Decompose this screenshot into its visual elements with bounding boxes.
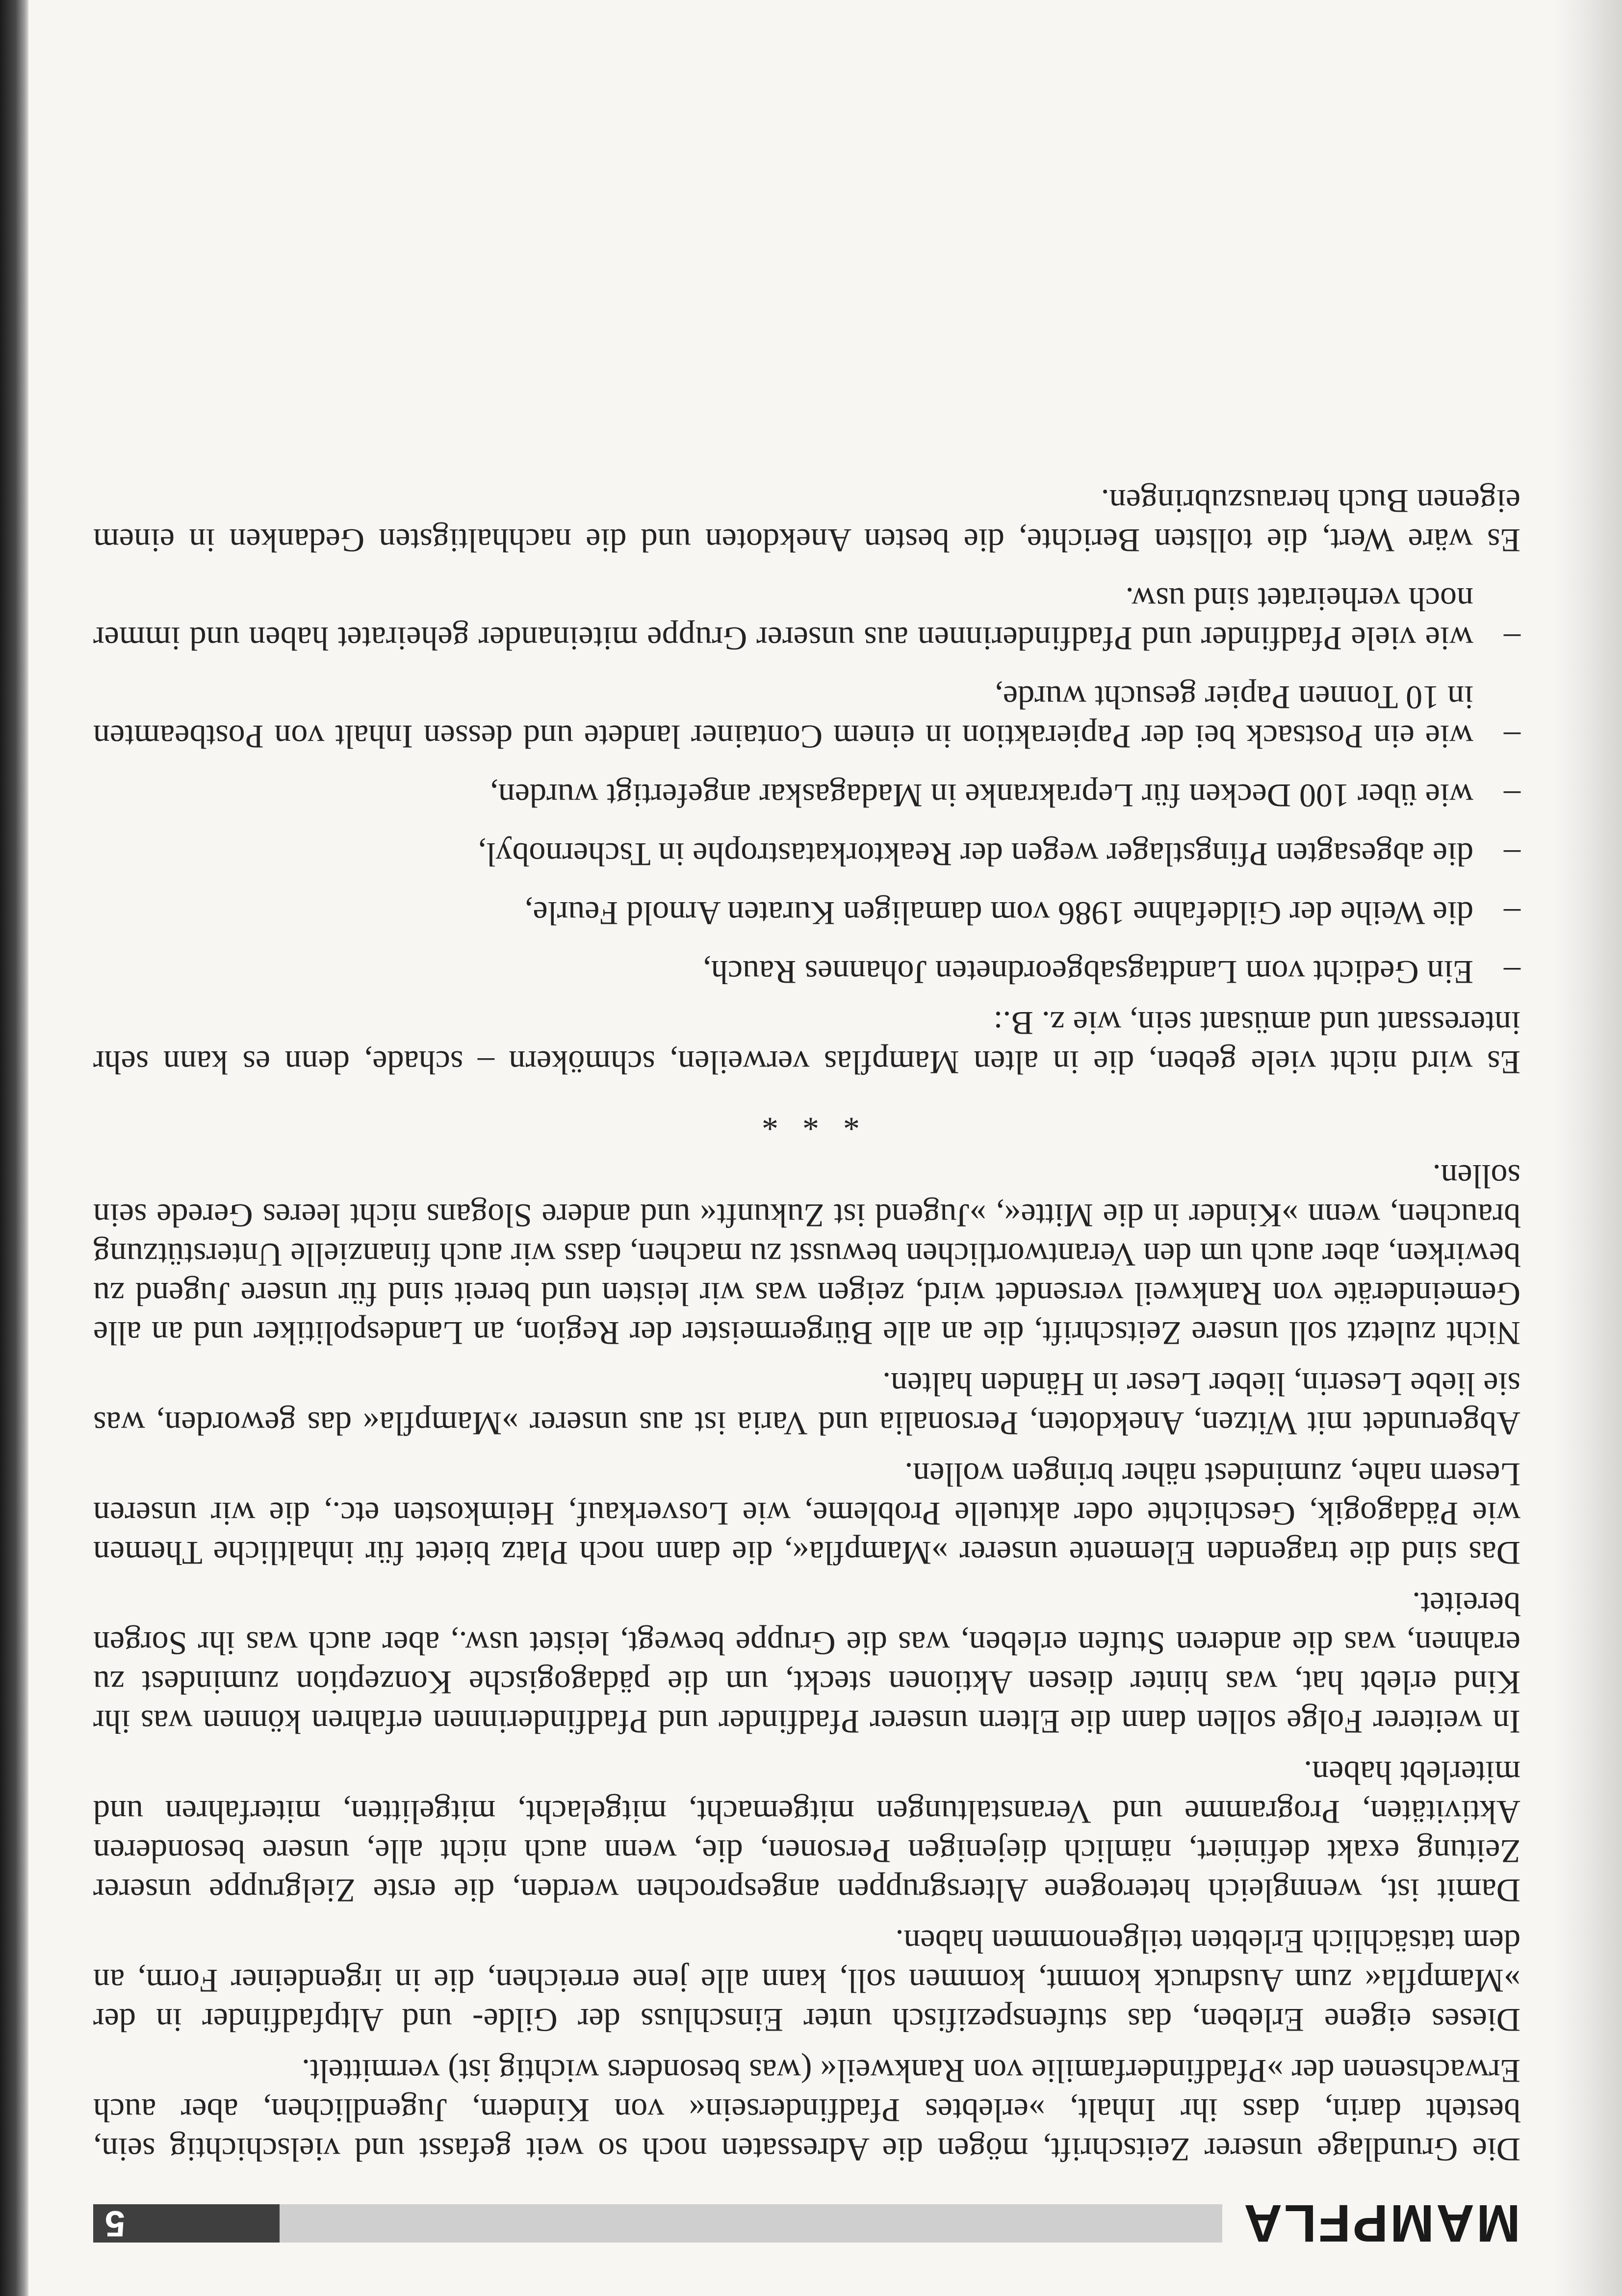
page-header (93, 2194, 1520, 2253)
list-item (93, 678, 1520, 757)
closing-paragraph: Es wäre Wert, die tollsten Berichte, die besten Anekdoten und die nachhaltigsten Gedanken in einem eigenen Buch herauszubringen. (93, 483, 1520, 559)
paragraph: Damit ist, wenngleich heterogene Altersgruppen angesprochen werden, die erste Zielgruppe unserer Zeitung exakt definiert, nämlich diejenigen Personen, die, wenn auch nicht alle, unsere besonderen Aktivitäten, Programme und Veranstaltungen mitgemacht, mitgelacht, mitgelitten, miterfahren und miterlebt haben. (93, 1754, 1520, 1909)
magazine-title: MAMPFLA (1242, 2194, 1520, 2253)
list-dash: – (1504, 718, 1520, 756)
list-item (93, 835, 1520, 874)
list-dash: – (1504, 620, 1520, 657)
examples-intro: Es wird nicht viele geben, die in alten Mampflas verweilen, schmökern – schade, denn es kann sehr interessant und amüsant sein, wie z. B.: (93, 1005, 1520, 1081)
paragraph: Dieses eigene Erleben, das stufenspezifisch unter Einschluss der Gilde- und Altpfadfinder in der »Mampfla« zum Ausdruck kommt, kommen soll, kann alle jene erreichen, die in irgendeiner Form, an dem tatsächlich Erlebten teilgenommen haben. (93, 1923, 1520, 2039)
list-dash: – (1504, 777, 1520, 814)
paragraph: Die Grundlage unserer Zeitschrift, mögen die Adressaten noch so weit gefasst und vielschichtig sein, besteht darin, dass ihr Inhalt, »erlebtes Pfadfindersein« von Kindern, Jugendlichen, aber auch Erwachsenen der »Pfadfinderfamilie von Rankweil« (was besonders wichtig ist) vermittelt. (93, 2053, 1520, 2168)
list-dash: – (1504, 836, 1520, 873)
list-item-text: Ein Gedicht vom Landtagsabgeordneten Johannes Rauch, (702, 954, 1473, 991)
page-edge-shadow (1553, 0, 1622, 2296)
page-number: 5 (93, 2204, 280, 2243)
section-separator: * * * (754, 1101, 860, 1138)
list-item-text: wie ein Postsack bei der Papieraktion in einem Container landete und dessen Inhalt von Postbeamten in 10 Tonnen Papier gesucht wurde, (93, 679, 1473, 756)
book-spine-shadow (0, 0, 28, 2296)
paragraph: Nicht zuletzt soll unsere Zeitschrift, die an alle Bürgermeister der Region, an Landespolitiker und an alle Gemeinderäte von Rankweil versendet wird, zeigen was wir leisten und bereit sind für unsere Jugend zu bewirken, aber auch um den Verantwortlichen bewusst zu machen, dass wir auch finanzielle Unterstützung brauchen, wenn »Kinder in die Mitte«, »Jugend ist Zukunft« und andere Slogans nicht leeres Gerede sein sollen. (93, 1158, 1520, 1352)
rotated-page-content (93, 58, 1520, 2253)
list-item-text: die abgesagten Pfingstlager wegen der Reaktorkatastrophe in Tschernobyl, (478, 836, 1473, 873)
list-dash: – (1504, 895, 1520, 932)
list-item (93, 953, 1520, 992)
paragraph: Das sind die tragenden Elemente unserer »Mampfla«, die dann noch Platz bietet für inhaltliche Themen wie Pädagogik, Geschichte oder aktuelle Probleme, wie Losverkauf, Heimkosten etc., die wir unseren Lesern nahe, zumindest näher bringen wollen. (93, 1456, 1520, 1572)
paragraph: In weiterer Folge sollen dann die Eltern unserer Pfadfinder und Pfadfinderinnen erfahren können was ihr Kind erlebt hat, was hinter diesen Aktionen steckt, um die pädagogische Konzeption zumindest zu erahnen, was die anderen Stufen erleben, was die Gruppe bewegt, leistet usw., aber auch was ihr Sorgen bereitet. (93, 1586, 1520, 1741)
list-item (93, 776, 1520, 815)
article-body (93, 482, 1520, 2169)
paragraph: Abgerundet mit Witzen, Anekdoten, Personalia und Varia ist aus unserer »Mampfla« das geworden, was sie liebe Leserin, lieber Leser in Händen halten. (93, 1366, 1520, 1442)
list-dash: – (1504, 954, 1520, 991)
list-item-text: wie über 100 Decken für Leprakranke in Madagaskar angefertigt wurden, (489, 777, 1473, 814)
list-item (93, 894, 1520, 933)
header-gray-band (280, 2204, 1222, 2243)
list-item (93, 580, 1520, 658)
examples-list (93, 580, 1520, 992)
list-item-text: die Weihe der Gildefahne 1986 vom damaligen Kuraten Arnold Feurle, (524, 895, 1473, 932)
list-item-text: wie viele Pfadfinder und Pfadfinderinnen aus unserer Gruppe miteinander geheiratet haben und immer noch verheiratet sind usw. (93, 581, 1473, 657)
